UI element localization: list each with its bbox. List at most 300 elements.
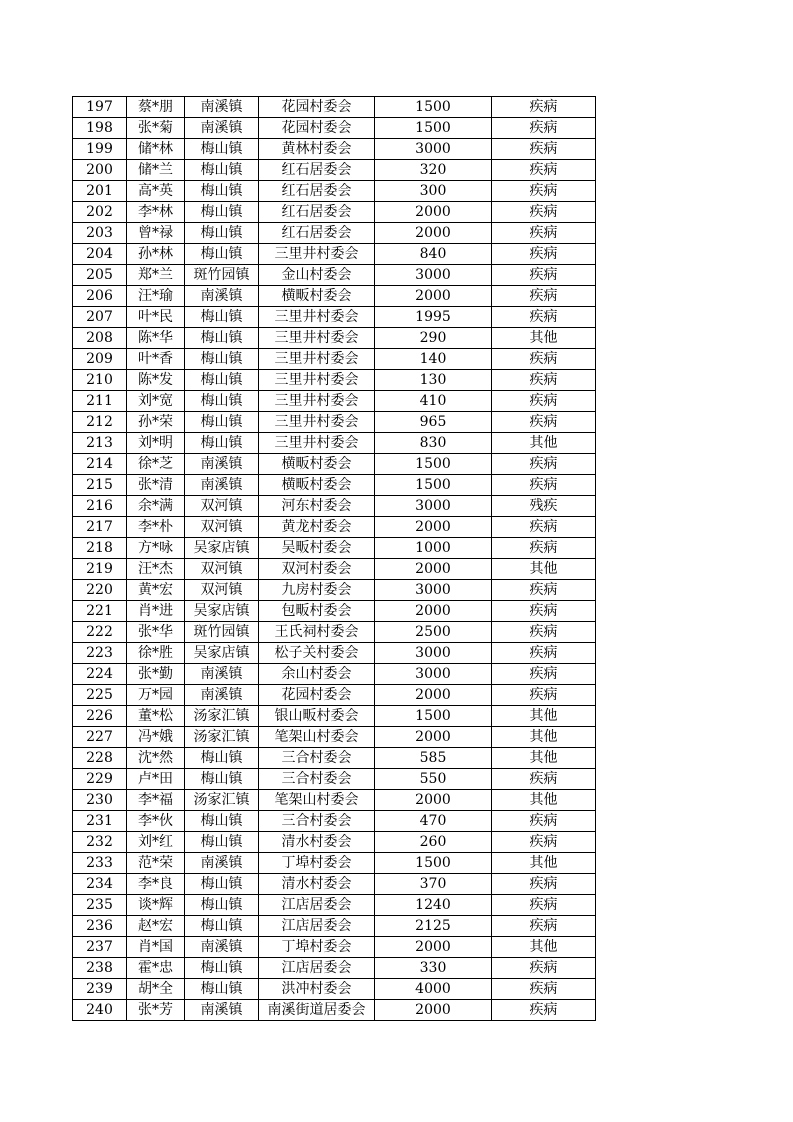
amount-cell: 130: [375, 370, 492, 391]
reason-cell: 疾病: [492, 286, 596, 307]
amount-cell: 370: [375, 874, 492, 895]
town-cell: 吴家店镇: [185, 643, 259, 664]
name-cell: 肖*进: [127, 601, 185, 622]
amount-cell: 1500: [375, 454, 492, 475]
name-cell: 蔡*朋: [127, 97, 185, 118]
table-row: [73, 97, 596, 118]
table-row: [73, 391, 596, 412]
reason-cell: 疾病: [492, 244, 596, 265]
reason-cell: 疾病: [492, 265, 596, 286]
table-row: [73, 139, 596, 160]
reason-cell: 其他: [492, 853, 596, 874]
name-cell: 李*良: [127, 874, 185, 895]
village-cell: 南溪街道居委会: [259, 1000, 375, 1021]
table-row: [73, 790, 596, 811]
amount-cell: 3000: [375, 580, 492, 601]
amount-cell: 1500: [375, 475, 492, 496]
reason-cell: 其他: [492, 748, 596, 769]
amount-cell: 330: [375, 958, 492, 979]
amount-cell: 3000: [375, 139, 492, 160]
table-row: [73, 895, 596, 916]
row-number-cell: 199: [73, 139, 127, 160]
row-number-cell: 197: [73, 97, 127, 118]
town-cell: 梅山镇: [185, 349, 259, 370]
name-cell: 刘*宽: [127, 391, 185, 412]
town-cell: 梅山镇: [185, 139, 259, 160]
name-cell: 汪*杰: [127, 559, 185, 580]
name-cell: 刘*红: [127, 832, 185, 853]
village-cell: 三里井村委会: [259, 370, 375, 391]
village-cell: 金山村委会: [259, 265, 375, 286]
row-number-cell: 215: [73, 475, 127, 496]
row-number-cell: 205: [73, 265, 127, 286]
table-row: [73, 538, 596, 559]
reason-cell: 疾病: [492, 349, 596, 370]
name-cell: 张*勤: [127, 664, 185, 685]
table-row: [73, 1000, 596, 1021]
table-row: [73, 307, 596, 328]
amount-cell: 1500: [375, 706, 492, 727]
town-cell: 梅山镇: [185, 328, 259, 349]
town-cell: 梅山镇: [185, 748, 259, 769]
name-cell: 谈*辉: [127, 895, 185, 916]
name-cell: 肖*国: [127, 937, 185, 958]
table-row: [73, 643, 596, 664]
town-cell: 梅山镇: [185, 202, 259, 223]
table-row: [73, 769, 596, 790]
village-cell: 三里井村委会: [259, 433, 375, 454]
village-cell: 三里井村委会: [259, 349, 375, 370]
village-cell: 三里井村委会: [259, 244, 375, 265]
reason-cell: 疾病: [492, 181, 596, 202]
amount-cell: 2000: [375, 559, 492, 580]
amount-cell: 2000: [375, 202, 492, 223]
row-number-cell: 216: [73, 496, 127, 517]
table-row: [73, 118, 596, 139]
row-number-cell: 228: [73, 748, 127, 769]
table-row: [73, 622, 596, 643]
town-cell: 梅山镇: [185, 811, 259, 832]
table-row: [73, 811, 596, 832]
name-cell: 徐*胜: [127, 643, 185, 664]
village-cell: 黄林村委会: [259, 139, 375, 160]
town-cell: 斑竹园镇: [185, 622, 259, 643]
row-number-cell: 223: [73, 643, 127, 664]
name-cell: 张*清: [127, 475, 185, 496]
town-cell: 梅山镇: [185, 370, 259, 391]
village-cell: 清水村委会: [259, 874, 375, 895]
row-number-cell: 230: [73, 790, 127, 811]
row-number-cell: 229: [73, 769, 127, 790]
town-cell: 双河镇: [185, 580, 259, 601]
amount-cell: 1240: [375, 895, 492, 916]
name-cell: 李*福: [127, 790, 185, 811]
amount-cell: 2000: [375, 286, 492, 307]
town-cell: 梅山镇: [185, 181, 259, 202]
reason-cell: 疾病: [492, 664, 596, 685]
row-number-cell: 209: [73, 349, 127, 370]
table-row: [73, 937, 596, 958]
reason-cell: 疾病: [492, 1000, 596, 1021]
reason-cell: 疾病: [492, 622, 596, 643]
village-cell: 清水村委会: [259, 832, 375, 853]
row-number-cell: 214: [73, 454, 127, 475]
village-cell: 松子关村委会: [259, 643, 375, 664]
reason-cell: 疾病: [492, 958, 596, 979]
table-row: [73, 559, 596, 580]
amount-cell: 320: [375, 160, 492, 181]
row-number-cell: 231: [73, 811, 127, 832]
table-row: [73, 727, 596, 748]
village-cell: 红石居委会: [259, 181, 375, 202]
village-cell: 银山畈村委会: [259, 706, 375, 727]
table-row: [73, 370, 596, 391]
amount-cell: 2000: [375, 727, 492, 748]
table-row: [73, 244, 596, 265]
village-cell: 双河村委会: [259, 559, 375, 580]
name-cell: 胡*全: [127, 979, 185, 1000]
reason-cell: 疾病: [492, 832, 596, 853]
reason-cell: 其他: [492, 328, 596, 349]
name-cell: 储*林: [127, 139, 185, 160]
row-number-cell: 227: [73, 727, 127, 748]
row-number-cell: 225: [73, 685, 127, 706]
village-cell: 王氏祠村委会: [259, 622, 375, 643]
village-cell: 笔架山村委会: [259, 727, 375, 748]
town-cell: 梅山镇: [185, 979, 259, 1000]
reason-cell: 疾病: [492, 391, 596, 412]
village-cell: 江店居委会: [259, 916, 375, 937]
reason-cell: 其他: [492, 433, 596, 454]
amount-cell: 2500: [375, 622, 492, 643]
amount-cell: 1500: [375, 118, 492, 139]
row-number-cell: 226: [73, 706, 127, 727]
table-row: [73, 979, 596, 1000]
town-cell: 南溪镇: [185, 937, 259, 958]
name-cell: 黄*宏: [127, 580, 185, 601]
row-number-cell: 211: [73, 391, 127, 412]
reason-cell: 疾病: [492, 580, 596, 601]
table-row: [73, 706, 596, 727]
row-number-cell: 207: [73, 307, 127, 328]
town-cell: 梅山镇: [185, 244, 259, 265]
amount-cell: 290: [375, 328, 492, 349]
row-number-cell: 218: [73, 538, 127, 559]
village-cell: 丁埠村委会: [259, 853, 375, 874]
amount-cell: 1995: [375, 307, 492, 328]
town-cell: 汤家汇镇: [185, 706, 259, 727]
row-number-cell: 219: [73, 559, 127, 580]
amount-cell: 2000: [375, 517, 492, 538]
town-cell: 双河镇: [185, 517, 259, 538]
name-cell: 孙*林: [127, 244, 185, 265]
town-cell: 南溪镇: [185, 685, 259, 706]
village-cell: 红石居委会: [259, 160, 375, 181]
village-cell: 包畈村委会: [259, 601, 375, 622]
amount-cell: 3000: [375, 496, 492, 517]
table-row: [73, 454, 596, 475]
reason-cell: 疾病: [492, 979, 596, 1000]
village-cell: 三里井村委会: [259, 307, 375, 328]
reason-cell: 疾病: [492, 139, 596, 160]
row-number-cell: 240: [73, 1000, 127, 1021]
row-number-cell: 238: [73, 958, 127, 979]
village-cell: 三合村委会: [259, 769, 375, 790]
name-cell: 徐*芝: [127, 454, 185, 475]
town-cell: 梅山镇: [185, 223, 259, 244]
table-row: [73, 433, 596, 454]
town-cell: 南溪镇: [185, 454, 259, 475]
town-cell: 双河镇: [185, 559, 259, 580]
name-cell: 李*朴: [127, 517, 185, 538]
town-cell: 梅山镇: [185, 412, 259, 433]
village-cell: 江店居委会: [259, 958, 375, 979]
village-cell: 花园村委会: [259, 97, 375, 118]
amount-cell: 1500: [375, 97, 492, 118]
amount-cell: 585: [375, 748, 492, 769]
name-cell: 叶*香: [127, 349, 185, 370]
name-cell: 叶*民: [127, 307, 185, 328]
town-cell: 梅山镇: [185, 391, 259, 412]
village-cell: 横畈村委会: [259, 286, 375, 307]
name-cell: 高*英: [127, 181, 185, 202]
row-number-cell: 239: [73, 979, 127, 1000]
table-row: [73, 496, 596, 517]
reason-cell: 其他: [492, 706, 596, 727]
reason-cell: 疾病: [492, 202, 596, 223]
name-cell: 冯*娥: [127, 727, 185, 748]
amount-cell: 830: [375, 433, 492, 454]
table-row: [73, 685, 596, 706]
reason-cell: 疾病: [492, 517, 596, 538]
table-row: [73, 916, 596, 937]
row-number-cell: 232: [73, 832, 127, 853]
village-cell: 三合村委会: [259, 811, 375, 832]
town-cell: 吴家店镇: [185, 601, 259, 622]
row-number-cell: 234: [73, 874, 127, 895]
reason-cell: 疾病: [492, 874, 596, 895]
reason-cell: 疾病: [492, 811, 596, 832]
table-row: [73, 601, 596, 622]
name-cell: 郑*兰: [127, 265, 185, 286]
row-number-cell: 224: [73, 664, 127, 685]
reason-cell: 疾病: [492, 601, 596, 622]
table-row: [73, 265, 596, 286]
town-cell: 梅山镇: [185, 769, 259, 790]
amount-cell: 140: [375, 349, 492, 370]
name-cell: 赵*宏: [127, 916, 185, 937]
reason-cell: 疾病: [492, 916, 596, 937]
table-row: [73, 412, 596, 433]
reason-cell: 疾病: [492, 454, 596, 475]
name-cell: 李*林: [127, 202, 185, 223]
row-number-cell: 210: [73, 370, 127, 391]
name-cell: 陈*发: [127, 370, 185, 391]
name-cell: 方*咏: [127, 538, 185, 559]
row-number-cell: 208: [73, 328, 127, 349]
name-cell: 张*菊: [127, 118, 185, 139]
village-cell: 笔架山村委会: [259, 790, 375, 811]
row-number-cell: 221: [73, 601, 127, 622]
name-cell: 陈*华: [127, 328, 185, 349]
name-cell: 储*兰: [127, 160, 185, 181]
town-cell: 南溪镇: [185, 1000, 259, 1021]
row-number-cell: 237: [73, 937, 127, 958]
town-cell: 南溪镇: [185, 853, 259, 874]
village-cell: 横畈村委会: [259, 475, 375, 496]
name-cell: 卢*田: [127, 769, 185, 790]
table-row: [73, 475, 596, 496]
row-number-cell: 236: [73, 916, 127, 937]
village-cell: 吴畈村委会: [259, 538, 375, 559]
table-row: [73, 853, 596, 874]
row-number-cell: 235: [73, 895, 127, 916]
reason-cell: 疾病: [492, 685, 596, 706]
amount-cell: 2125: [375, 916, 492, 937]
reason-cell: 疾病: [492, 412, 596, 433]
reason-cell: 疾病: [492, 307, 596, 328]
amount-cell: 3000: [375, 265, 492, 286]
amount-cell: 3000: [375, 643, 492, 664]
village-cell: 红石居委会: [259, 202, 375, 223]
name-cell: 董*松: [127, 706, 185, 727]
amount-cell: 410: [375, 391, 492, 412]
row-number-cell: 201: [73, 181, 127, 202]
row-number-cell: 213: [73, 433, 127, 454]
reason-cell: 疾病: [492, 769, 596, 790]
reason-cell: 疾病: [492, 97, 596, 118]
town-cell: 梅山镇: [185, 160, 259, 181]
village-cell: 三里井村委会: [259, 328, 375, 349]
table-row: [73, 748, 596, 769]
amount-cell: 1500: [375, 853, 492, 874]
town-cell: 汤家汇镇: [185, 727, 259, 748]
reason-cell: 疾病: [492, 895, 596, 916]
data-table: [72, 96, 596, 1021]
reason-cell: 残疾: [492, 496, 596, 517]
table-row: [73, 832, 596, 853]
village-cell: 花园村委会: [259, 118, 375, 139]
village-cell: 丁埠村委会: [259, 937, 375, 958]
row-number-cell: 217: [73, 517, 127, 538]
table-row: [73, 517, 596, 538]
town-cell: 梅山镇: [185, 874, 259, 895]
town-cell: 梅山镇: [185, 895, 259, 916]
table-row: [73, 286, 596, 307]
village-cell: 余山村委会: [259, 664, 375, 685]
name-cell: 范*荣: [127, 853, 185, 874]
row-number-cell: 212: [73, 412, 127, 433]
village-cell: 三里井村委会: [259, 412, 375, 433]
table-row: [73, 223, 596, 244]
row-number-cell: 200: [73, 160, 127, 181]
village-cell: 红石居委会: [259, 223, 375, 244]
amount-cell: 2000: [375, 790, 492, 811]
amount-cell: 2000: [375, 601, 492, 622]
town-cell: 斑竹园镇: [185, 265, 259, 286]
town-cell: 双河镇: [185, 496, 259, 517]
table-row: [73, 181, 596, 202]
reason-cell: 其他: [492, 559, 596, 580]
reason-cell: 其他: [492, 937, 596, 958]
name-cell: 余*满: [127, 496, 185, 517]
town-cell: 南溪镇: [185, 97, 259, 118]
village-cell: 黄龙村委会: [259, 517, 375, 538]
village-cell: 九房村委会: [259, 580, 375, 601]
amount-cell: 2000: [375, 1000, 492, 1021]
name-cell: 孙*荣: [127, 412, 185, 433]
reason-cell: 疾病: [492, 370, 596, 391]
name-cell: 霍*忠: [127, 958, 185, 979]
reason-cell: 疾病: [492, 160, 596, 181]
table-row: [73, 349, 596, 370]
reason-cell: 疾病: [492, 643, 596, 664]
name-cell: 汪*瑜: [127, 286, 185, 307]
amount-cell: 3000: [375, 664, 492, 685]
table-row: [73, 160, 596, 181]
row-number-cell: 198: [73, 118, 127, 139]
town-cell: 梅山镇: [185, 958, 259, 979]
amount-cell: 4000: [375, 979, 492, 1000]
amount-cell: 470: [375, 811, 492, 832]
town-cell: 吴家店镇: [185, 538, 259, 559]
row-number-cell: 204: [73, 244, 127, 265]
row-number-cell: 220: [73, 580, 127, 601]
village-cell: 花园村委会: [259, 685, 375, 706]
name-cell: 李*伙: [127, 811, 185, 832]
table-row: [73, 664, 596, 685]
reason-cell: 疾病: [492, 118, 596, 139]
village-cell: 洪冲村委会: [259, 979, 375, 1000]
village-cell: 江店居委会: [259, 895, 375, 916]
amount-cell: 260: [375, 832, 492, 853]
reason-cell: 疾病: [492, 475, 596, 496]
row-number-cell: 222: [73, 622, 127, 643]
table-row: [73, 580, 596, 601]
town-cell: 梅山镇: [185, 433, 259, 454]
reason-cell: 其他: [492, 727, 596, 748]
table-row: [73, 202, 596, 223]
amount-cell: 840: [375, 244, 492, 265]
row-number-cell: 206: [73, 286, 127, 307]
town-cell: 南溪镇: [185, 475, 259, 496]
name-cell: 张*芳: [127, 1000, 185, 1021]
amount-cell: 2000: [375, 223, 492, 244]
village-cell: 三合村委会: [259, 748, 375, 769]
village-cell: 三里井村委会: [259, 391, 375, 412]
amount-cell: 550: [375, 769, 492, 790]
amount-cell: 965: [375, 412, 492, 433]
name-cell: 曾*禄: [127, 223, 185, 244]
table-row: [73, 328, 596, 349]
reason-cell: 疾病: [492, 223, 596, 244]
table-row: [73, 958, 596, 979]
village-cell: 横畈村委会: [259, 454, 375, 475]
row-number-cell: 233: [73, 853, 127, 874]
amount-cell: 1000: [375, 538, 492, 559]
row-number-cell: 203: [73, 223, 127, 244]
town-cell: 南溪镇: [185, 664, 259, 685]
amount-cell: 300: [375, 181, 492, 202]
name-cell: 张*华: [127, 622, 185, 643]
reason-cell: 其他: [492, 790, 596, 811]
town-cell: 梅山镇: [185, 832, 259, 853]
town-cell: 汤家汇镇: [185, 790, 259, 811]
town-cell: 南溪镇: [185, 286, 259, 307]
town-cell: 南溪镇: [185, 118, 259, 139]
table-body: [73, 97, 596, 1021]
town-cell: 梅山镇: [185, 916, 259, 937]
